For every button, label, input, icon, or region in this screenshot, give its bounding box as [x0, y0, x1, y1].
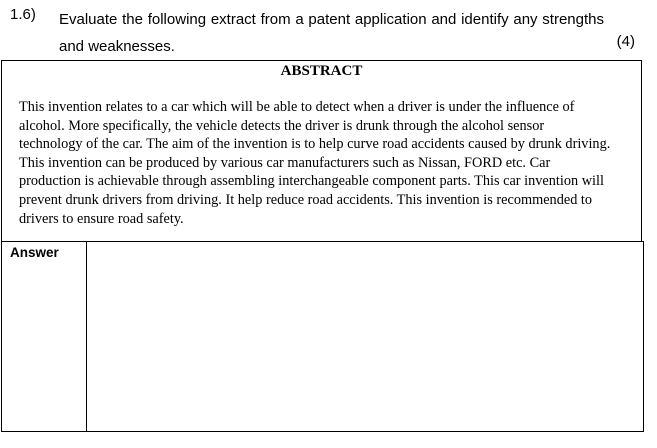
question-marks: (4) — [616, 33, 635, 50]
abstract-body: This invention relates to a car which will be able to detect when a driver is under the influence of alcohol. More specifically, the vehicle detects the driver is drunk through the alcohol sensor technology of the car. The aim of the invention is to help curve road accidents caused by drunk driving. This invention can be produced by various car manufacturers such as Nissan, FORD etc. Car production is achievable through assembling interchangeable component parts. This car invention will prevent drunk drivers from driving. It help reduce road accidents. This invention is recommended to drivers to ensure road safety. — [19, 99, 611, 227]
abstract-extract-box — [1, 60, 642, 242]
answer-area[interactable] — [87, 242, 643, 431]
answer-label-cell — [2, 242, 87, 431]
answer-table — [1, 241, 644, 432]
question-number: 1.6) — [10, 6, 36, 23]
answer-label: Answer — [10, 245, 59, 260]
abstract-title: ABSTRACT — [280, 63, 363, 79]
question-text: Evaluate the following extract from a patent application and identify any strengths and weaknesses. — [59, 11, 604, 55]
